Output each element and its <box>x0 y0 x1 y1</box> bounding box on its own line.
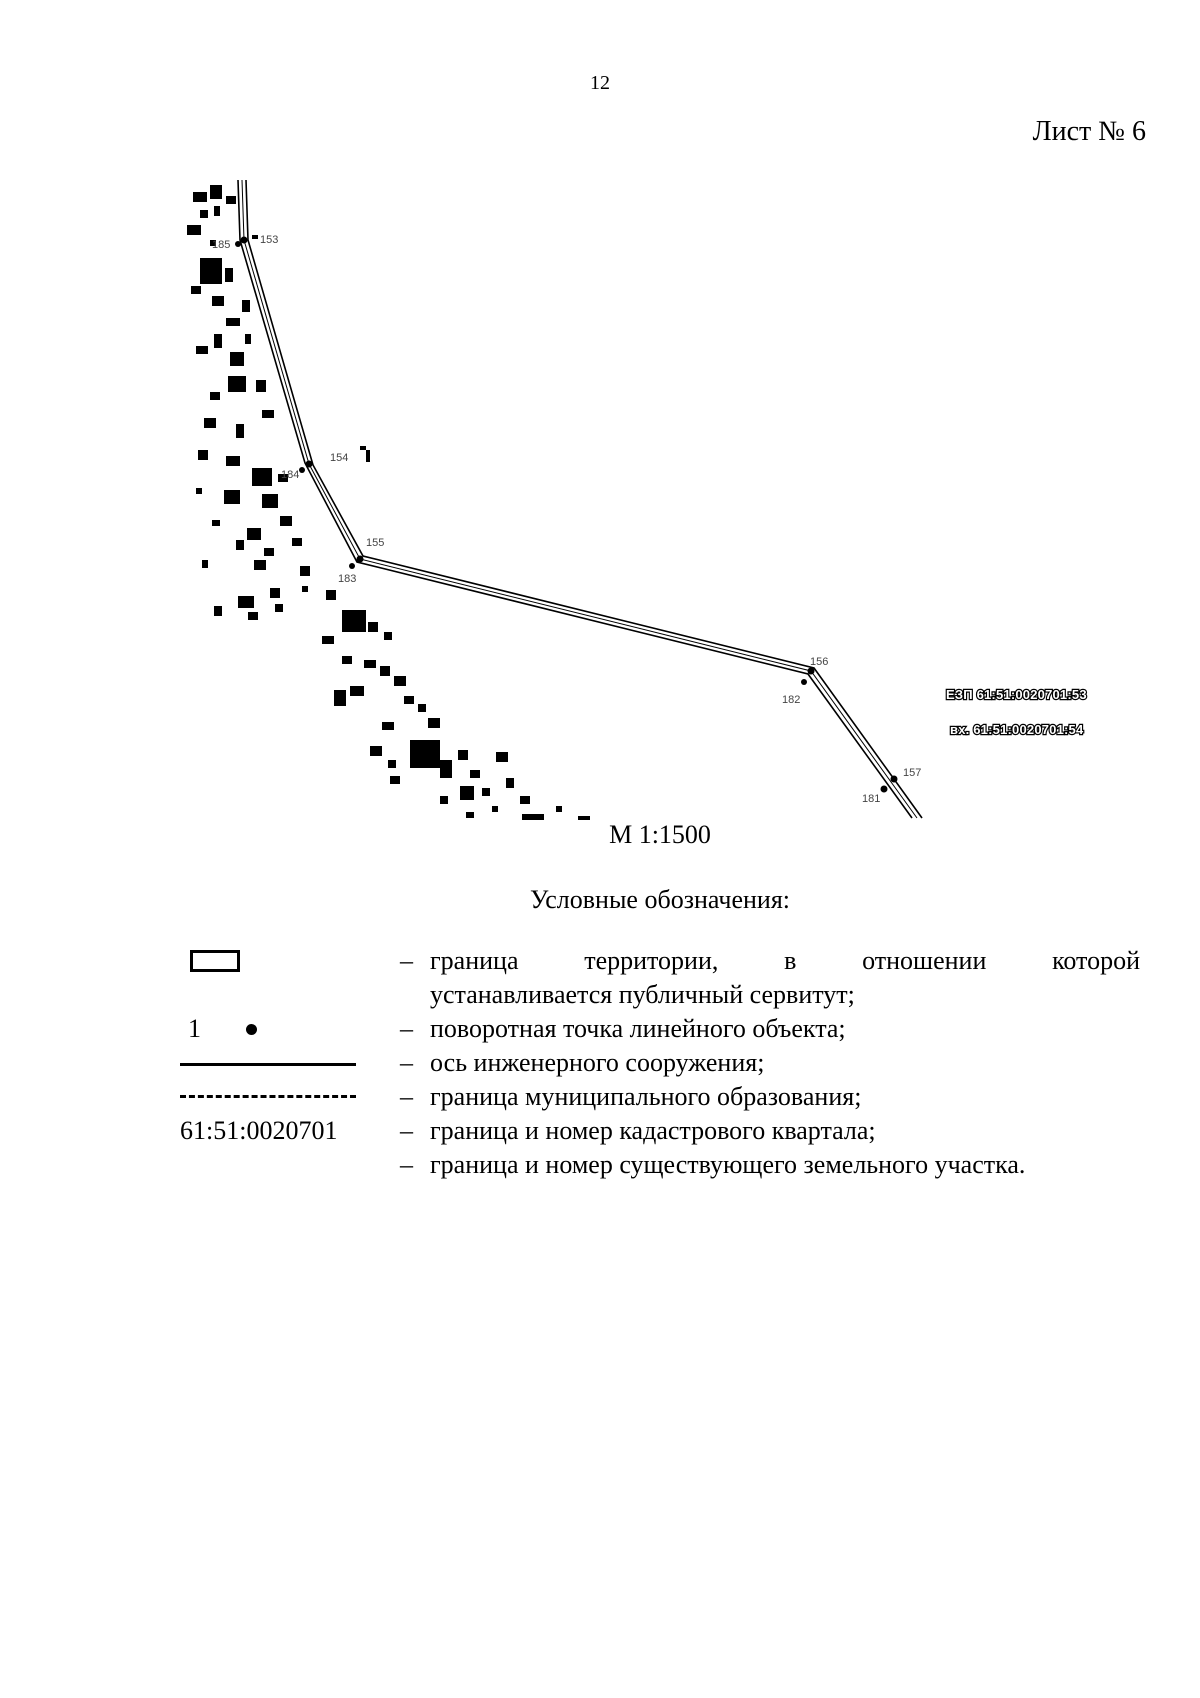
legend-symbol-solid-line <box>180 1046 355 1080</box>
legend-description <box>400 944 1140 1012</box>
legend-description <box>400 1148 1140 1182</box>
point-label-181: 181 <box>862 793 881 805</box>
page-number: 12 <box>590 72 610 94</box>
point-label-157: 157 <box>903 767 922 779</box>
legend-item-axis <box>180 1046 1140 1080</box>
legend-text: граница и номер кадастрового квартала; <box>430 1116 876 1145</box>
legend-text: поворотная точка линейного объекта; <box>430 1014 846 1043</box>
point-labels <box>212 234 921 805</box>
point-label-184: 184 <box>281 469 300 481</box>
parcel-label-53: ЕЗП 61:51:0020701:53 <box>946 687 1087 702</box>
parcel-labels <box>946 687 1087 737</box>
dashed-line-symbol <box>180 1095 356 1098</box>
legend-item-land-plot <box>180 1148 1140 1182</box>
turning-points <box>235 237 898 793</box>
legend-symbol-point <box>180 1012 355 1046</box>
point-label-153: 153 <box>260 234 279 246</box>
point-label-155: 155 <box>366 537 385 549</box>
legend-dash: – <box>400 1014 413 1043</box>
legend-symbol-text <box>180 1114 355 1148</box>
servitude-boundary <box>238 180 922 818</box>
point-label-156: 156 <box>810 656 829 668</box>
legend-item-servitude-boundary <box>180 944 1140 1012</box>
legend-item-turning-point <box>180 1012 1140 1046</box>
legend-dash: – <box>400 946 413 975</box>
legend-symbol-rectangle <box>180 944 355 978</box>
legend-symbol-dashed-line <box>180 1080 355 1114</box>
sheet-label: Лист № 6 <box>1032 116 1146 147</box>
legend-text: граница и номер существующего земельного участка. <box>430 1150 1026 1179</box>
point-label-183: 183 <box>338 573 357 585</box>
parcel-label-54: вх. 61:51:0020701:54 <box>950 722 1084 737</box>
legend-dash: – <box>400 1150 413 1179</box>
rectangle-symbol <box>190 950 240 972</box>
legend-symbol-none <box>180 1148 355 1182</box>
legend <box>180 944 1140 1182</box>
solid-line-symbol <box>180 1063 356 1066</box>
legend-dash: – <box>400 1082 413 1111</box>
legend-text-line2: устанавливается публичный сервитут; <box>430 980 855 1009</box>
legend-description <box>400 1012 1140 1046</box>
point-label-185: 185 <box>212 239 231 251</box>
legend-text: ось инженерного сооружения; <box>430 1048 765 1077</box>
legend-item-municipal-boundary <box>180 1080 1140 1114</box>
map-scale: М 1:1500 <box>609 820 711 849</box>
legend-text-line1: граница территории, в отношении которой <box>430 946 1140 975</box>
legend-description <box>400 1046 1140 1080</box>
point-label-154: 154 <box>330 452 349 464</box>
legend-dash: – <box>400 1048 413 1077</box>
buildings <box>187 185 590 820</box>
legend-description <box>400 1080 1140 1114</box>
cadastral-quarter-number: 61:51:0020701 <box>180 1116 338 1145</box>
legend-dash: – <box>400 1116 413 1145</box>
legend-text: граница муниципального образования; <box>430 1082 862 1111</box>
cadastral-map <box>0 0 1200 830</box>
legend-title: Условные обозначения: <box>529 885 791 914</box>
legend-description <box>400 1114 1140 1148</box>
point-label-182: 182 <box>782 694 801 706</box>
legend-item-cadastral-quarter <box>180 1114 1140 1148</box>
point-symbol-number: 1 <box>188 1014 201 1043</box>
point-symbol-dot <box>246 1024 257 1035</box>
